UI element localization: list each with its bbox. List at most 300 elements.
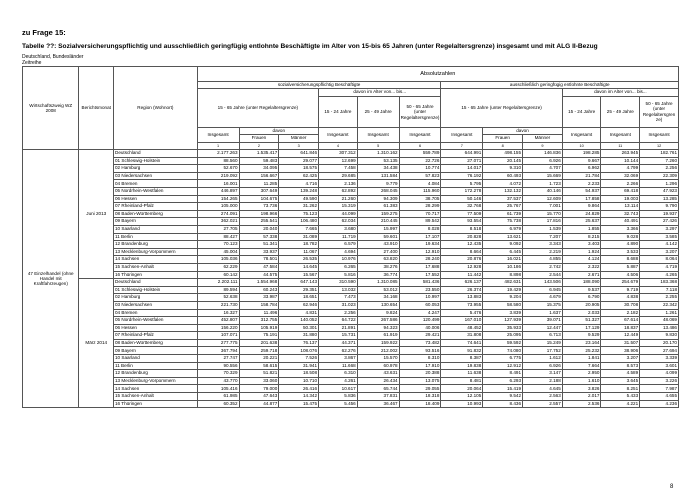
- value-cell: 1.612: [523, 355, 563, 363]
- value-cell: 12.105: [441, 393, 483, 401]
- table-row: [23, 210, 679, 218]
- value-cell: 31.808: [441, 332, 483, 340]
- value-cell: 4.221: [601, 400, 640, 408]
- value-cell: 20.170: [640, 339, 679, 347]
- value-cell: 482.631: [483, 279, 523, 287]
- value-cell: 40.006: [399, 324, 441, 332]
- value-cell: 5.456: [319, 400, 358, 408]
- value-cell: 105.036: [197, 256, 239, 264]
- value-cell: 3.601: [640, 362, 679, 370]
- value-cell: 5.476: [441, 309, 483, 317]
- value-cell: 15.249: [523, 339, 563, 347]
- value-cell: 1.261: [640, 309, 679, 317]
- berichtsmonat-cell: Juni 2013: [79, 150, 114, 279]
- value-cell: 2.177.263: [197, 150, 239, 158]
- value-cell: 19.937: [640, 210, 679, 218]
- region-cell: 06 Hessen: [114, 195, 198, 203]
- value-cell: 32.768: [441, 203, 483, 211]
- value-cell: 12.449: [601, 332, 640, 340]
- region-cell: 15 Sachsen-Anhalt: [114, 393, 198, 401]
- value-cell: 4.506: [601, 271, 640, 279]
- value-cell: 2.671: [562, 271, 601, 279]
- value-cell: 47.584: [239, 263, 279, 271]
- value-cell: 70.329: [197, 370, 239, 378]
- value-cell: 312.755: [239, 317, 279, 325]
- value-cell: 38.705: [399, 195, 441, 203]
- value-cell: 15.731: [319, 332, 358, 340]
- value-cell: 59.483: [239, 157, 279, 165]
- value-cell: 60.978: [357, 362, 399, 370]
- value-cell: 75.123: [279, 210, 319, 218]
- value-cell: 7.473: [319, 294, 358, 302]
- value-cell: 8.215: [562, 233, 601, 241]
- value-cell: 9.092: [483, 241, 523, 249]
- header-svb-50-65: 50 - 65 Jahre (unter Regelaltersgrenze): [399, 96, 441, 127]
- value-cell: 6.926: [523, 157, 563, 165]
- column-number: 6: [399, 142, 441, 149]
- value-cell: 2.322: [562, 263, 601, 271]
- value-cell: 4.589: [601, 370, 640, 378]
- value-cell: 17.752: [523, 347, 563, 355]
- value-cell: 130.654: [357, 301, 399, 309]
- value-cell: 4.261: [319, 377, 358, 385]
- header-region: Region (Wohnort): [114, 67, 198, 150]
- value-cell: 105.000: [197, 203, 239, 211]
- region-cell: 16 Thüringen: [114, 271, 198, 279]
- value-cell: 35.933: [483, 324, 523, 332]
- value-cell: 4.124: [562, 256, 601, 264]
- value-cell: 108.076: [279, 347, 319, 355]
- region-cell: 07 Rheinland-Pfalz: [114, 332, 198, 340]
- value-cell: 4.142: [640, 241, 679, 249]
- value-cell: 36.774: [357, 271, 399, 279]
- region-cell: 03 Niedersachsen: [114, 301, 198, 309]
- header-agb-15-24-insgesamt: Insgesamt: [562, 127, 601, 142]
- region-cell: 12 Brandenburg: [114, 241, 198, 249]
- value-cell: 12.699: [319, 157, 358, 165]
- column-number: 2: [239, 142, 279, 149]
- value-cell: 1.310.162: [357, 150, 399, 158]
- value-cell: 20.221: [239, 355, 279, 363]
- value-cell: 7.664: [562, 362, 601, 370]
- value-cell: 22.309: [640, 172, 679, 180]
- value-cell: 3.403: [562, 241, 601, 249]
- value-cell: 641.846: [279, 150, 319, 158]
- value-cell: 6.979: [483, 225, 523, 233]
- value-cell: 18.409: [399, 400, 441, 408]
- region-cell: Deutschland: [114, 279, 198, 287]
- value-cell: 25.232: [562, 347, 601, 355]
- value-cell: 45.004: [197, 248, 239, 256]
- value-cell: 139.248: [279, 188, 319, 196]
- value-cell: 20.905: [562, 301, 601, 309]
- value-cell: 63.820: [357, 256, 399, 264]
- value-cell: 21.260: [319, 195, 358, 203]
- value-cell: 69.418: [601, 188, 640, 196]
- header-svb-15-24-insgesamt: Insgesamt: [319, 127, 358, 142]
- value-cell: 25.637: [562, 218, 601, 226]
- table-row: [23, 263, 679, 271]
- value-cell: 51.327: [562, 317, 601, 325]
- value-cell: 13.032: [319, 286, 358, 294]
- value-cell: 6.790: [562, 294, 601, 302]
- table-row: [23, 347, 679, 355]
- header-svb-age-total: 15 - 65 Jahre (unter Regelaltersgrenze): [197, 89, 318, 127]
- value-cell: 2.950: [562, 370, 601, 378]
- value-cell: 107.071: [197, 332, 239, 340]
- value-cell: 198.285: [562, 150, 601, 158]
- value-cell: 8.688: [601, 256, 640, 264]
- value-cell: 88.560: [197, 157, 239, 165]
- value-cell: 9.830: [640, 332, 679, 340]
- region-cell: 04 Bremen: [114, 180, 198, 188]
- value-cell: 1.535.417: [239, 150, 279, 158]
- header-agb-maenner: Männer: [523, 135, 563, 142]
- header-svb-15-24: 15 - 24 Jahre: [319, 96, 358, 127]
- value-cell: 48.452: [441, 324, 483, 332]
- table-row: [23, 332, 679, 340]
- value-cell: 167.010: [441, 317, 483, 325]
- value-cell: 559.789: [399, 150, 441, 158]
- table-row: [23, 279, 679, 287]
- value-cell: 94.309: [357, 195, 399, 203]
- value-cell: 6.445: [483, 248, 523, 256]
- value-cell: 10.617: [319, 385, 358, 393]
- value-cell: 76.137: [279, 339, 319, 347]
- value-cell: 27.400: [357, 248, 399, 256]
- value-cell: 53.012: [357, 286, 399, 294]
- value-cell: 33.060: [239, 377, 279, 385]
- value-cell: 9.537: [562, 286, 601, 294]
- value-cell: 4.236: [640, 400, 679, 408]
- value-cell: 2.182: [601, 309, 640, 317]
- region-cell: 10 Saarland: [114, 355, 198, 363]
- value-cell: 19.838: [441, 362, 483, 370]
- value-cell: 1.296: [640, 180, 679, 188]
- value-cell: 40.146: [523, 188, 563, 196]
- header-agb-50-65: 50 - 65 Jahre (unter Regelaltersgren ze): [640, 96, 679, 127]
- value-cell: 11.442: [441, 271, 483, 279]
- value-cell: 94.323: [357, 324, 399, 332]
- value-cell: 27.694: [640, 347, 679, 355]
- value-cell: 4.655: [640, 393, 679, 401]
- value-cell: 105.919: [239, 324, 279, 332]
- region-cell: 14 Sachsen: [114, 385, 198, 393]
- table-title: Tabelle ??: Sozialversicherungspflichtig und ausschließlich geringfügig entlohnte Beschäftigte im Alter von 15-bis 65 Jahren (unter Regelaltersgrenze) insgesamt und mit ALG II-Bezug: [22, 43, 598, 50]
- column-number: 8: [483, 142, 523, 149]
- table-row: [23, 393, 679, 401]
- value-cell: 106.480: [279, 218, 319, 226]
- value-cell: 2.256: [640, 165, 679, 173]
- value-cell: 54.937: [562, 188, 601, 196]
- value-cell: 2.202.111: [197, 279, 239, 287]
- value-cell: 30.708: [601, 301, 640, 309]
- value-cell: 61.919: [357, 332, 399, 340]
- header-agb-50-65-insgesamt: Insgesamt: [640, 127, 679, 142]
- value-cell: 26.434: [357, 377, 399, 385]
- value-cell: 2.266: [601, 180, 640, 188]
- value-cell: 15.475: [279, 400, 319, 408]
- value-cell: 64.722: [319, 317, 358, 325]
- value-cell: 1.310.085: [357, 279, 399, 287]
- value-cell: 18.318: [399, 393, 441, 401]
- value-cell: 37.537: [483, 195, 523, 203]
- value-cell: 647.143: [279, 279, 319, 287]
- value-cell: 91.832: [441, 347, 483, 355]
- value-cell: 76.192: [441, 172, 483, 180]
- value-cell: 7.458: [319, 165, 358, 173]
- value-cell: 4.716: [279, 180, 319, 188]
- wirtschaftszweig-cell: 47 Einzelhandel (ohne Handel mit Kraftfahrzeugen): [23, 150, 79, 408]
- value-cell: 78.501: [239, 256, 279, 264]
- value-cell: 2.256: [319, 309, 358, 317]
- value-cell: 259.718: [239, 347, 279, 355]
- value-cell: 9.779: [357, 180, 399, 188]
- value-cell: 1.924: [562, 248, 601, 256]
- value-cell: 3.839: [483, 309, 523, 317]
- value-cell: 50.146: [441, 195, 483, 203]
- value-cell: 19.003: [601, 195, 640, 203]
- column-number: 11: [601, 142, 640, 149]
- value-cell: 36.467: [357, 400, 399, 408]
- value-cell: 62.276: [319, 347, 358, 355]
- value-cell: 18.651: [279, 294, 319, 302]
- value-cell: 8.518: [441, 225, 483, 233]
- region-cell: 13 Mecklenburg-Vorpommern: [114, 248, 198, 256]
- value-cell: 34.438: [357, 165, 399, 173]
- table-row: [23, 188, 679, 196]
- region-cell: 05 Nordrhein-Westfalen: [114, 188, 198, 196]
- question-heading: zu Frage 15:: [22, 28, 66, 37]
- value-cell: 12.435: [441, 241, 483, 249]
- value-cell: 6.293: [483, 377, 523, 385]
- value-cell: 2.188: [523, 377, 563, 385]
- value-cell: 8.310: [399, 355, 441, 363]
- value-cell: 6.310: [319, 370, 358, 378]
- value-cell: 12.928: [441, 263, 483, 271]
- value-cell: 2.742: [523, 263, 563, 271]
- header-svb-davon-alter: davon im Alter von... bis...: [319, 89, 441, 96]
- value-cell: 26.535: [279, 256, 319, 264]
- value-cell: 7.987: [640, 385, 679, 393]
- header-agb-25-49: 25 - 49 Jahre: [601, 96, 640, 127]
- value-cell: 10.144: [601, 157, 640, 165]
- header-agb-davon-alter: davon im Alter von... bis...: [562, 89, 678, 96]
- value-cell: 3.207: [601, 355, 640, 363]
- value-cell: 1.539: [523, 225, 563, 233]
- table-row: [23, 225, 679, 233]
- value-cell: 20.040: [239, 225, 279, 233]
- value-cell: 8.064: [640, 256, 679, 264]
- value-cell: 60.243: [239, 286, 279, 294]
- value-cell: 25.767: [483, 203, 523, 211]
- value-cell: 61.383: [357, 203, 399, 211]
- value-cell: 26.374: [441, 286, 483, 294]
- value-cell: 3.297: [640, 225, 679, 233]
- value-cell: 58.580: [483, 301, 523, 309]
- value-cell: 47.643: [239, 393, 279, 401]
- value-cell: 31.880: [279, 332, 319, 340]
- value-cell: 104.675: [239, 195, 279, 203]
- value-cell: 10.976: [319, 256, 358, 264]
- value-cell: 626.137: [441, 279, 483, 287]
- header-agb-insgesamt: Insgesamt: [441, 127, 483, 142]
- berichtsmonat-cell: März 2014: [79, 279, 114, 408]
- value-cell: 6.926: [523, 362, 563, 370]
- value-cell: 1.841: [562, 355, 601, 363]
- value-cell: 61.739: [483, 210, 523, 218]
- value-cell: 67.614: [601, 317, 640, 325]
- table-row: [23, 172, 679, 180]
- table-row: [23, 233, 679, 241]
- value-cell: 6.962: [562, 165, 601, 173]
- value-cell: 14.017: [441, 165, 483, 173]
- table-row: [23, 165, 679, 173]
- value-cell: 13.285: [640, 195, 679, 203]
- column-number: 5: [357, 142, 399, 149]
- value-cell: 62.892: [319, 188, 358, 196]
- region-cell: 03 Niedersachsen: [114, 172, 198, 180]
- value-cell: 6.579: [319, 241, 358, 249]
- value-cell: 18.837: [601, 324, 640, 332]
- header-wirtschaftszweig: Wirtschaftszweig WZ 2008: [23, 67, 79, 150]
- value-cell: 7.665: [279, 225, 319, 233]
- value-cell: 9.529: [562, 332, 601, 340]
- value-cell: 15.375: [523, 301, 563, 309]
- value-cell: 255.541: [239, 218, 279, 226]
- value-cell: 59.601: [357, 233, 399, 241]
- value-cell: 9.028: [601, 233, 640, 241]
- value-cell: 16.021: [483, 256, 523, 264]
- value-cell: 15.570: [357, 355, 399, 363]
- value-cell: 50.301: [279, 324, 319, 332]
- value-cell: 60.142: [197, 271, 239, 279]
- value-cell: 62.425: [279, 172, 319, 180]
- table-row: [23, 324, 679, 332]
- table-row: [23, 218, 679, 226]
- value-cell: 362.021: [197, 218, 239, 226]
- header-agb: ausschließlich geringfügig entlohnte Beschäftigte: [441, 82, 679, 89]
- value-cell: 61.985: [197, 393, 239, 401]
- region-cell: 05 Nordrhein-Westfalen: [114, 317, 198, 325]
- value-cell: 11.067: [279, 248, 319, 256]
- value-cell: 21.784: [562, 172, 601, 180]
- value-cell: 89.594: [197, 286, 239, 294]
- value-cell: 18.508: [279, 370, 319, 378]
- value-cell: 4.679: [523, 294, 563, 302]
- header-berichtsmonat: Berichtsmonat: [79, 67, 114, 150]
- value-cell: 4.694: [319, 248, 358, 256]
- header-agb-15-24: 15 - 24 Jahre: [562, 96, 601, 127]
- value-cell: 4.072: [483, 180, 523, 188]
- value-cell: 10.710: [279, 377, 319, 385]
- value-cell: 27.747: [197, 355, 239, 363]
- table-row: [23, 339, 679, 347]
- value-cell: 644.991: [441, 150, 483, 158]
- value-cell: 8.436: [483, 400, 523, 408]
- header-svb: sozialversicherungspflichtig Beschäftigte: [197, 82, 441, 89]
- value-cell: 10.993: [441, 400, 483, 408]
- value-cell: 19.634: [399, 241, 441, 249]
- table-row: [23, 256, 679, 264]
- value-cell: 221.730: [197, 301, 239, 309]
- value-cell: 11.638: [441, 370, 483, 378]
- value-cell: 498.155: [483, 150, 523, 158]
- value-cell: 3.343: [523, 241, 563, 249]
- table-row: [23, 309, 679, 317]
- value-cell: 11.668: [319, 362, 358, 370]
- value-cell: 60.493: [483, 172, 523, 180]
- value-cell: 3.645: [601, 377, 640, 385]
- value-cell: 2.219: [523, 248, 563, 256]
- header-absolutzahlen: Absolutzahlen: [197, 67, 678, 82]
- value-cell: 188.090: [562, 279, 601, 287]
- header-agb-davon: davon: [483, 127, 563, 134]
- value-cell: 52.670: [197, 165, 239, 173]
- region-cell: 13 Mecklenburg-Vorpommern: [114, 377, 198, 385]
- value-cell: 31.507: [601, 339, 640, 347]
- value-cell: 201.638: [239, 339, 279, 347]
- value-cell: 16.001: [197, 180, 239, 188]
- value-cell: 52.638: [197, 294, 239, 302]
- value-cell: 60.053: [399, 301, 441, 309]
- value-cell: 43.770: [197, 377, 239, 385]
- value-cell: 3.826: [562, 385, 601, 393]
- value-cell: 93.516: [399, 347, 441, 355]
- table-row: [23, 377, 679, 385]
- value-cell: 25.095: [483, 332, 523, 340]
- value-cell: 8.898: [483, 271, 523, 279]
- value-cell: 53.135: [357, 157, 399, 165]
- value-cell: 13.621: [483, 233, 523, 241]
- value-cell: 15.997: [357, 225, 399, 233]
- value-cell: 158.784: [239, 301, 279, 309]
- value-cell: 51.821: [239, 370, 279, 378]
- value-cell: 15.319: [319, 203, 358, 211]
- value-cell: 132.132: [483, 188, 523, 196]
- value-cell: 27.705: [197, 225, 239, 233]
- value-cell: 307.312: [319, 150, 358, 158]
- table-row: [23, 385, 679, 393]
- value-cell: 7.001: [523, 203, 563, 211]
- value-cell: 2.544: [523, 271, 563, 279]
- header-agb-age-total: 15 - 65 Jahre (unter Regelaltersgrenze): [441, 89, 562, 127]
- column-number: 10: [562, 142, 601, 149]
- value-cell: 44.575: [239, 271, 279, 279]
- value-cell: 115.960: [399, 188, 441, 196]
- value-cell: 210.445: [357, 218, 399, 226]
- value-cell: 40.491: [601, 218, 640, 226]
- value-cell: 88.427: [197, 233, 239, 241]
- value-cell: 2.255: [640, 294, 679, 302]
- value-cell: 17.552: [399, 271, 441, 279]
- value-cell: 57.338: [239, 233, 279, 241]
- value-cell: 17.107: [399, 233, 441, 241]
- value-cell: 44.371: [319, 339, 358, 347]
- value-cell: 182.761: [640, 150, 679, 158]
- region-cell: 10 Saarland: [114, 225, 198, 233]
- value-cell: 62.034: [319, 218, 358, 226]
- value-cell: 3.147: [523, 370, 563, 378]
- value-cell: 5.836: [319, 393, 358, 401]
- value-cell: 307.649: [239, 188, 279, 196]
- value-cell: 4.890: [601, 241, 640, 249]
- column-number: 1: [197, 142, 239, 149]
- value-cell: 1.723: [523, 180, 563, 188]
- value-cell: 8.664: [441, 248, 483, 256]
- value-cell: 9.667: [562, 157, 601, 165]
- value-cell: 146.836: [523, 150, 563, 158]
